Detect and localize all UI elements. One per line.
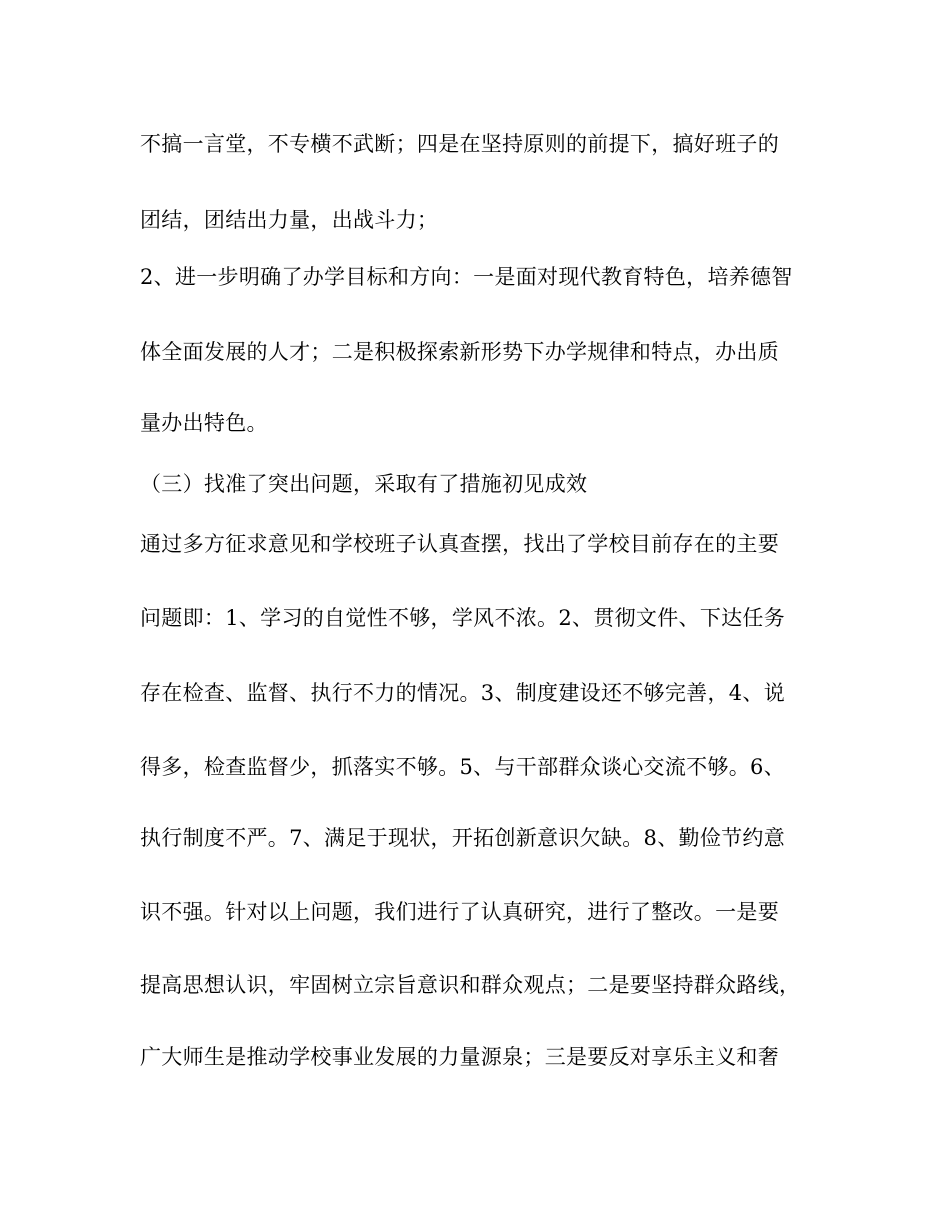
text-line: 执行制度不严。7、满足于现状，开拓创新意识欠缺。8、勤俭节约意 xyxy=(140,826,786,850)
text-line: 团结，团结出力量，出战斗力； xyxy=(140,208,439,232)
text-line: 2、进一步明确了办学目标和方向：一是面对现代教育特色，培养德智 xyxy=(140,265,793,289)
text-line: 存在检查、监督、执行不力的情况。3、制度建设还不够完善，4、说 xyxy=(140,681,786,705)
text-line: 广大师生是推动学校事业发展的力量源泉；三是要反对享乐主义和奢 xyxy=(140,1045,779,1069)
text-line: 得多，检查监督少，抓落实不够。5、与干部群众谈心交流不够。6、 xyxy=(140,755,786,779)
text-line: 通过多方征求意见和学校班子认真查摆，找出了学校目前存在的主要 xyxy=(140,532,779,556)
text-line: 识不强。针对以上问题，我们进行了认真研究，进行了整改。一是要 xyxy=(140,900,779,924)
text-line: 不搞一言堂，不专横不武断；四是在坚持原则的前提下，搞好班子的 xyxy=(140,132,779,156)
text-line: 量办出特色。 xyxy=(140,411,268,435)
text-line: 问题即：1、学习的自觉性不够，学风不浓。2、贯彻文件、下达任务 xyxy=(140,606,786,630)
text-line: 提高思想认识，牢固树立宗旨意识和群众观点；二是要坚持群众路线， xyxy=(140,973,801,997)
text-line: 体全面发展的人才；二是积极探索新形势下办学规律和特点，办出质 xyxy=(140,340,779,364)
section-heading: （三）找准了突出问题，采取有了措施初见成效 xyxy=(140,472,588,496)
